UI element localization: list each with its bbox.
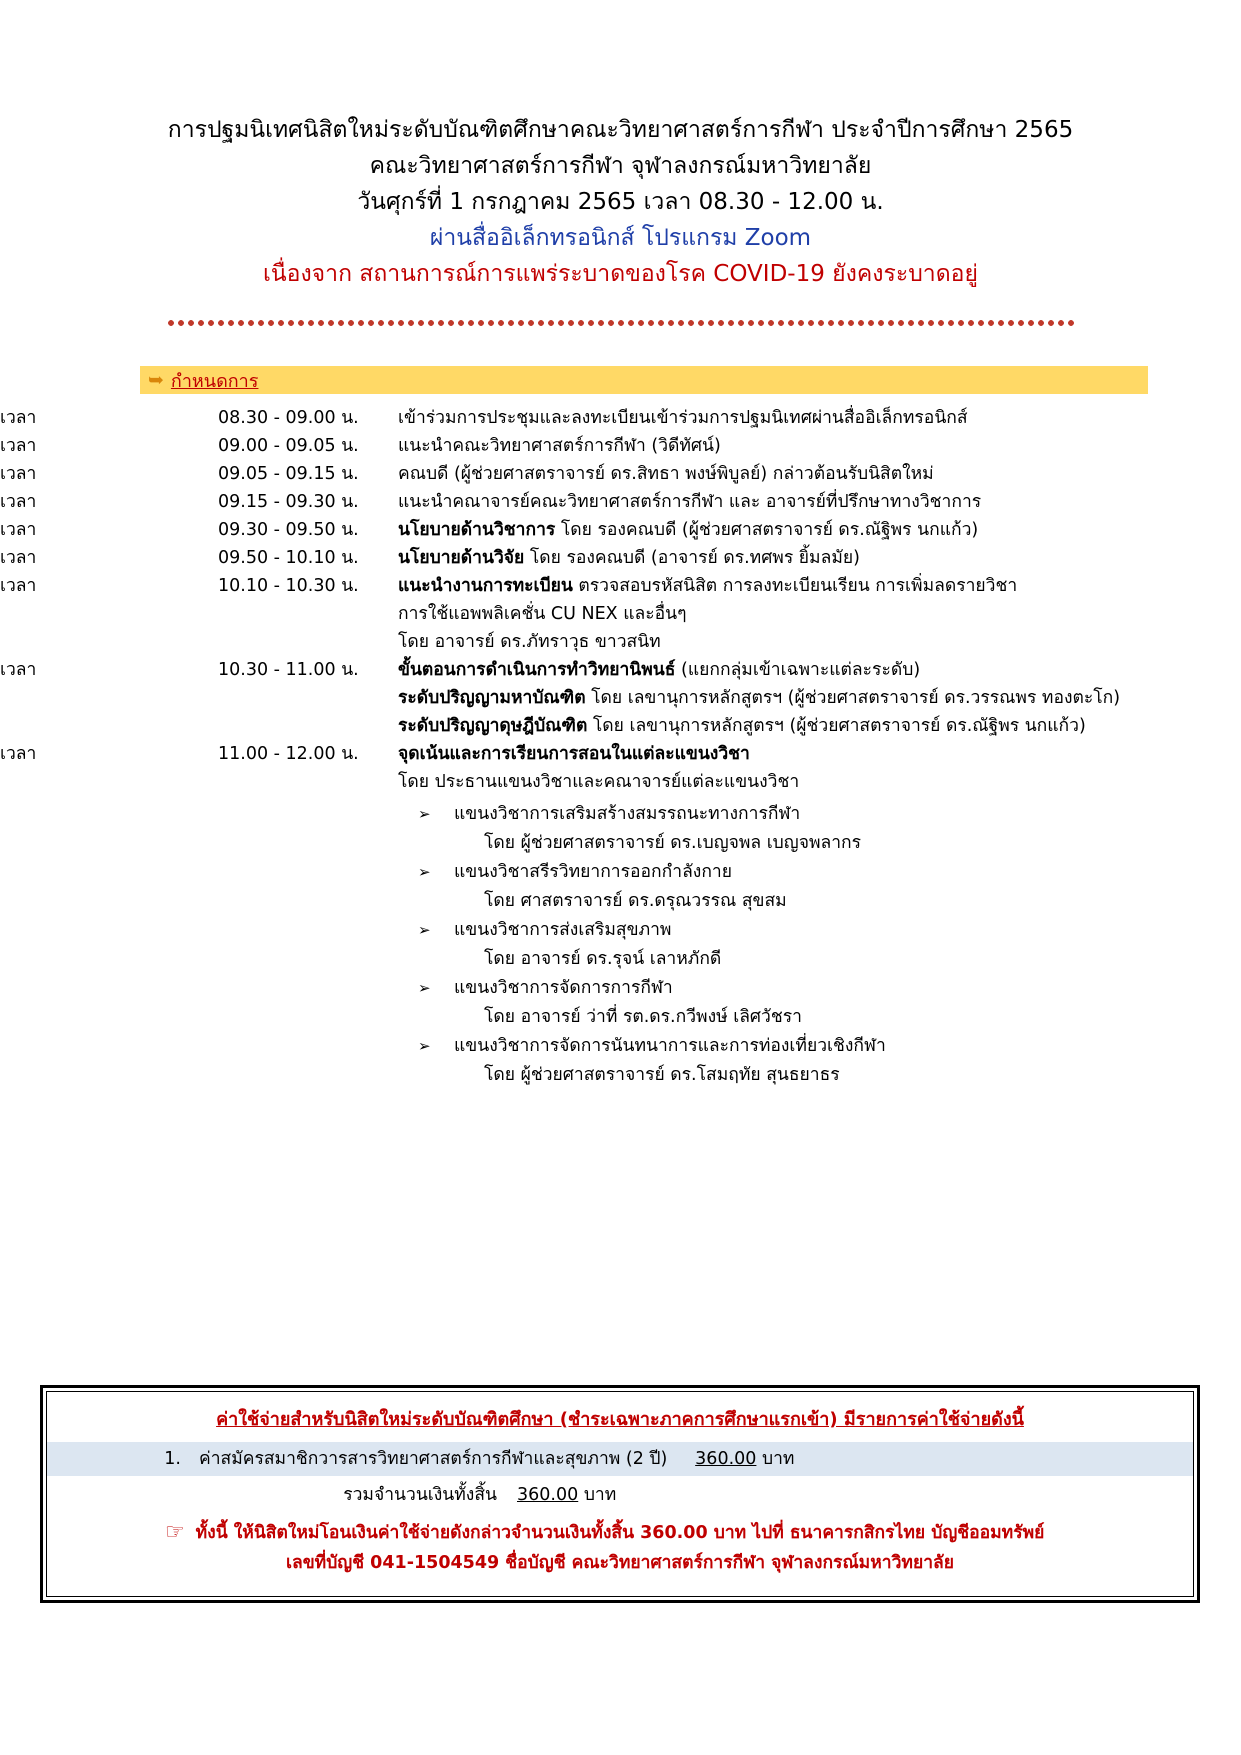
schedule-row-extra-line: โดย ประธานแขนงวิชาและคณาจารย์แต่ละแขนงวิชา: [398, 772, 800, 792]
fee-note-line-1: ทั้งนี้ ให้นิสิตใหม่โอนเงินค่าใช้จ่ายดังกล่าวจำนวนเงินทั้งสิ้น 360.00 บาท ไปที่ ธนาคารกสิกรไทย บัญชีออมทรัพย์: [195, 1523, 1045, 1543]
schedule-row-sub-line: [398, 684, 1241, 712]
document-header: [0, 0, 1241, 292]
bullet-arrow-icon: ➢: [418, 863, 431, 881]
subject-area-title: แขนงวิชาการส่งเสริมสุขภาพ: [454, 920, 672, 940]
schedule-row-extra-line: การใช้แอพพลิเคชั่น CU NEX และอื่นๆ: [398, 604, 687, 624]
schedule-row-wela-label: เวลา: [0, 660, 37, 680]
schedule-row-main-line: [398, 404, 1241, 432]
subject-area-speaker: โดย ศาสตราจารย์ ดร.ดรุณวรรณ สุขสม: [484, 891, 787, 911]
list-item: [398, 800, 1241, 858]
schedule-row-description: [398, 516, 1241, 544]
schedule-row-description: [398, 572, 1241, 656]
schedule-row-time: 09.00 - 09.05 น.: [218, 436, 359, 456]
schedule-row-text: เข้าร่วมการประชุมและลงทะเบียนเข้าร่วมการปฐมนิเทศผ่านสื่ออิเล็กทรอนิกส์: [398, 408, 968, 428]
schedule-row: [0, 740, 1241, 1090]
schedule-row-emphasis: จุดเน้นและการเรียนการสอนในแต่ละแขนงวิชา: [398, 744, 750, 764]
dotted-divider: [166, 318, 1076, 328]
schedule-row-description: [398, 488, 1241, 516]
schedule-row-text: แนะนำคณาจารย์คณะวิทยาศาสตร์การกีฬา และ อาจารย์ที่ปรึกษาทางวิชาการ: [398, 492, 982, 512]
pointing-hand-icon: ☞: [165, 1520, 185, 1545]
title-line-5: เนื่องจาก สถานการณ์การแพร่ระบาดของโรค COVID-19 ยังคงระบาดอยู่: [263, 261, 978, 287]
bullet-arrow-icon: ➢: [418, 921, 431, 939]
list-item: [398, 1032, 1241, 1090]
schedule-table: [0, 404, 1241, 1090]
fee-total-value: [517, 1480, 616, 1510]
schedule-row-time: 09.50 - 10.10 น.: [218, 548, 359, 568]
schedule-row-extra-line: โดย อาจารย์ ดร.ภัทราวุธ ขาวสนิท: [398, 632, 661, 652]
schedule-row: [0, 432, 1241, 460]
schedule-row-main-line: [398, 460, 1241, 488]
schedule-row-wela-label: เวลา: [0, 408, 37, 428]
schedule-row-text: โดย รองคณบดี (อาจารย์ ดร.ทศพร ยิ้มลมัย): [524, 548, 860, 568]
subject-area-speaker: โดย ผู้ช่วยศาสตราจารย์ ดร.โสมฤทัย สุนธยาธร: [484, 1065, 840, 1085]
schedule-row: [0, 460, 1241, 488]
schedule-row-main-line: [398, 544, 1241, 572]
subject-area-title: แขนงวิชาสรีรวิทยาการออกกำลังกาย: [454, 862, 733, 882]
schedule-row-description: [398, 740, 1241, 1090]
fee-item-description: [199, 1445, 1193, 1473]
schedule-row: [0, 572, 1241, 656]
fee-total-label: รวมจำนวนเงินทั้งสิ้น: [343, 1485, 497, 1505]
fee-total-row: [47, 1476, 1193, 1510]
schedule-row-text: ตรวจสอบรหัสนิสิต การลงทะเบียนเรียน การเพิ่มลดรายวิชา: [572, 576, 1018, 596]
schedule-row-emphasis: นโยบายด้านวิชาการ: [398, 520, 556, 540]
schedule-row-main-line: [398, 740, 1241, 768]
schedule-row-time: 10.30 - 11.00 น.: [218, 660, 359, 680]
schedule-row-wela-label: เวลา: [0, 744, 37, 764]
title-line-2: คณะวิทยาศาสตร์การกีฬา จุฬาลงกรณ์มหาวิทยาลัย: [369, 153, 872, 179]
schedule-row: [0, 404, 1241, 432]
schedule-row-main-line: [398, 432, 1241, 460]
schedule-row-sub-line: [398, 712, 1241, 740]
fee-total-unit: บาท: [583, 1485, 617, 1505]
schedule-row-text: คณบดี (ผู้ช่วยศาสตราจารย์ ดร.สิทธา พงษ์พิบูลย์) กล่าวต้อนรับนิสิตใหม่: [398, 464, 934, 484]
bullet-arrow-icon: ➢: [418, 805, 431, 823]
fee-total-amount: 360.00: [517, 1485, 579, 1505]
schedule-row-time: 09.05 - 09.15 น.: [218, 464, 359, 484]
schedule-row-wela-label: เวลา: [0, 464, 37, 484]
subject-area-speaker: โดย ผู้ช่วยศาสตราจารย์ ดร.เบญจพล เบญจพลากร: [484, 833, 862, 853]
subject-area-title: แขนงวิชาการจัดการนันทนาการและการท่องเที่ยวเชิงกีฬา: [454, 1036, 886, 1056]
schedule-row-description: [398, 656, 1241, 740]
schedule-row-main-line: [398, 488, 1241, 516]
fee-note-line-2: เลขที่บัญชี 041-1504549 ชื่อบัญชี คณะวิทยาศาสตร์การกีฬา จุฬาลงกรณ์มหาวิทยาลัย: [285, 1553, 955, 1573]
fee-item-number: 1.: [164, 1449, 181, 1469]
schedule-row-main-line: [398, 572, 1241, 600]
schedule-row-time: 10.10 - 10.30 น.: [218, 576, 359, 596]
list-item: [398, 858, 1241, 916]
schedule-row-description: [398, 544, 1241, 572]
schedule-row-wela-label: เวลา: [0, 520, 37, 540]
subject-area-speaker: โดย อาจารย์ ว่าที่ รต.ดร.กวีพงษ์ เลิศวัชรา: [484, 1007, 802, 1027]
title-line-3: วันศุกร์ที่ 1 กรกฎาคม 2565 เวลา 08.30 - 12.00 น.: [357, 189, 884, 215]
schedule-row: [0, 488, 1241, 516]
fee-item-amount: 360.00: [695, 1449, 757, 1469]
fee-item-unit: บาท: [761, 1449, 795, 1469]
bullet-arrow-icon: ➢: [418, 979, 431, 997]
list-item: [398, 974, 1241, 1032]
schedule-row-sub-text: โดย เลขานุการหลักสูตรฯ (ผู้ช่วยศาสตราจารย์ ดร.วรรณพร ทองตะโก): [585, 688, 1121, 708]
schedule-row-sub-emphasis: ระดับปริญญามหาบัณฑิต: [398, 688, 586, 708]
subject-area-title: แขนงวิชาการจัดการการกีฬา: [454, 978, 673, 998]
list-item: [398, 916, 1241, 974]
schedule-row-wela-label: เวลา: [0, 548, 37, 568]
fee-box: [40, 1385, 1200, 1603]
schedule-row-description: [398, 460, 1241, 488]
fee-note: [47, 1518, 1193, 1578]
schedule-row-sub-text: โดย เลขานุการหลักสูตรฯ (ผู้ช่วยศาสตราจารย์ ดร.ณัฐิพร นกแก้ว): [587, 716, 1086, 736]
subject-area-title: แขนงวิชาการเสริมสร้างสมรรถนะทางการกีฬา: [454, 804, 801, 824]
schedule-row-description: [398, 432, 1241, 460]
schedule-row-text: โดย รองคณบดี (ผู้ช่วยศาสตราจารย์ ดร.ณัฐิพร นกแก้ว): [555, 520, 979, 540]
schedule-row: [0, 516, 1241, 544]
schedule-row-sub-emphasis: ระดับปริญญาดุษฎีบัณฑิต: [398, 716, 588, 736]
schedule-row-wela-label: เวลา: [0, 576, 37, 596]
fee-title: ค่าใช้จ่ายสำหรับนิสิตใหม่ระดับบัณฑิตศึกษา (ชำระเฉพาะภาคการศึกษาแรกเข้า) มีรายการค่าใช้จ่ายดังนี้: [216, 1409, 1024, 1430]
schedule-row-wela-label: เวลา: [0, 436, 37, 456]
title-line-1: การปฐมนิเทศนิสิตใหม่ระดับบัณฑิตศึกษาคณะวิทยาศาสตร์การกีฬา ประจำปีการศึกษา 2565: [167, 117, 1074, 143]
subject-area-speaker: โดย อาจารย์ ดร.รุจน์ เลาหภักดี: [484, 949, 722, 969]
schedule-row-time: 09.15 - 09.30 น.: [218, 492, 359, 512]
schedule-row-main-line: [398, 516, 1241, 544]
fee-item-row: [47, 1442, 1193, 1476]
schedule-row-main-line: [398, 656, 1241, 684]
schedule-section-header: [140, 366, 1148, 394]
schedule-row-emphasis: ขั้นตอนการดำเนินการทำวิทยานิพนธ์: [398, 660, 676, 680]
schedule-row-emphasis: แนะนำงานการทะเบียน: [398, 576, 573, 596]
arrow-right-icon: ➥: [148, 368, 164, 391]
schedule-row-description: [398, 404, 1241, 432]
fee-item-label: ค่าสมัครสมาชิกวารสารวิทยาศาสตร์การกีฬาและสุขภาพ (2 ปี): [199, 1449, 668, 1469]
bullet-arrow-icon: ➢: [418, 1037, 431, 1055]
schedule-row: [0, 544, 1241, 572]
schedule-row: [0, 656, 1241, 740]
schedule-row-emphasis: นโยบายด้านวิจัย: [398, 548, 525, 568]
schedule-row-time: 08.30 - 09.00 น.: [218, 408, 359, 428]
schedule-row-wela-label: เวลา: [0, 492, 37, 512]
schedule-section-label: กำหนดการ: [170, 370, 259, 392]
title-line-4: ผ่านสื่ออิเล็กทรอนิกส์ โปรแกรม Zoom: [429, 225, 812, 251]
schedule-row-time: 11.00 - 12.00 น.: [218, 744, 359, 764]
schedule-row-text: (แยกกลุ่มเข้าเฉพาะแต่ละระดับ): [675, 660, 921, 680]
fee-box-inner: [46, 1391, 1194, 1597]
schedule-row-text: แนะนำคณะวิทยาศาสตร์การกีฬา (วิดีทัศน์): [398, 436, 721, 456]
subject-area-list: [398, 800, 1241, 1090]
schedule-row-time: 09.30 - 09.50 น.: [218, 520, 359, 540]
